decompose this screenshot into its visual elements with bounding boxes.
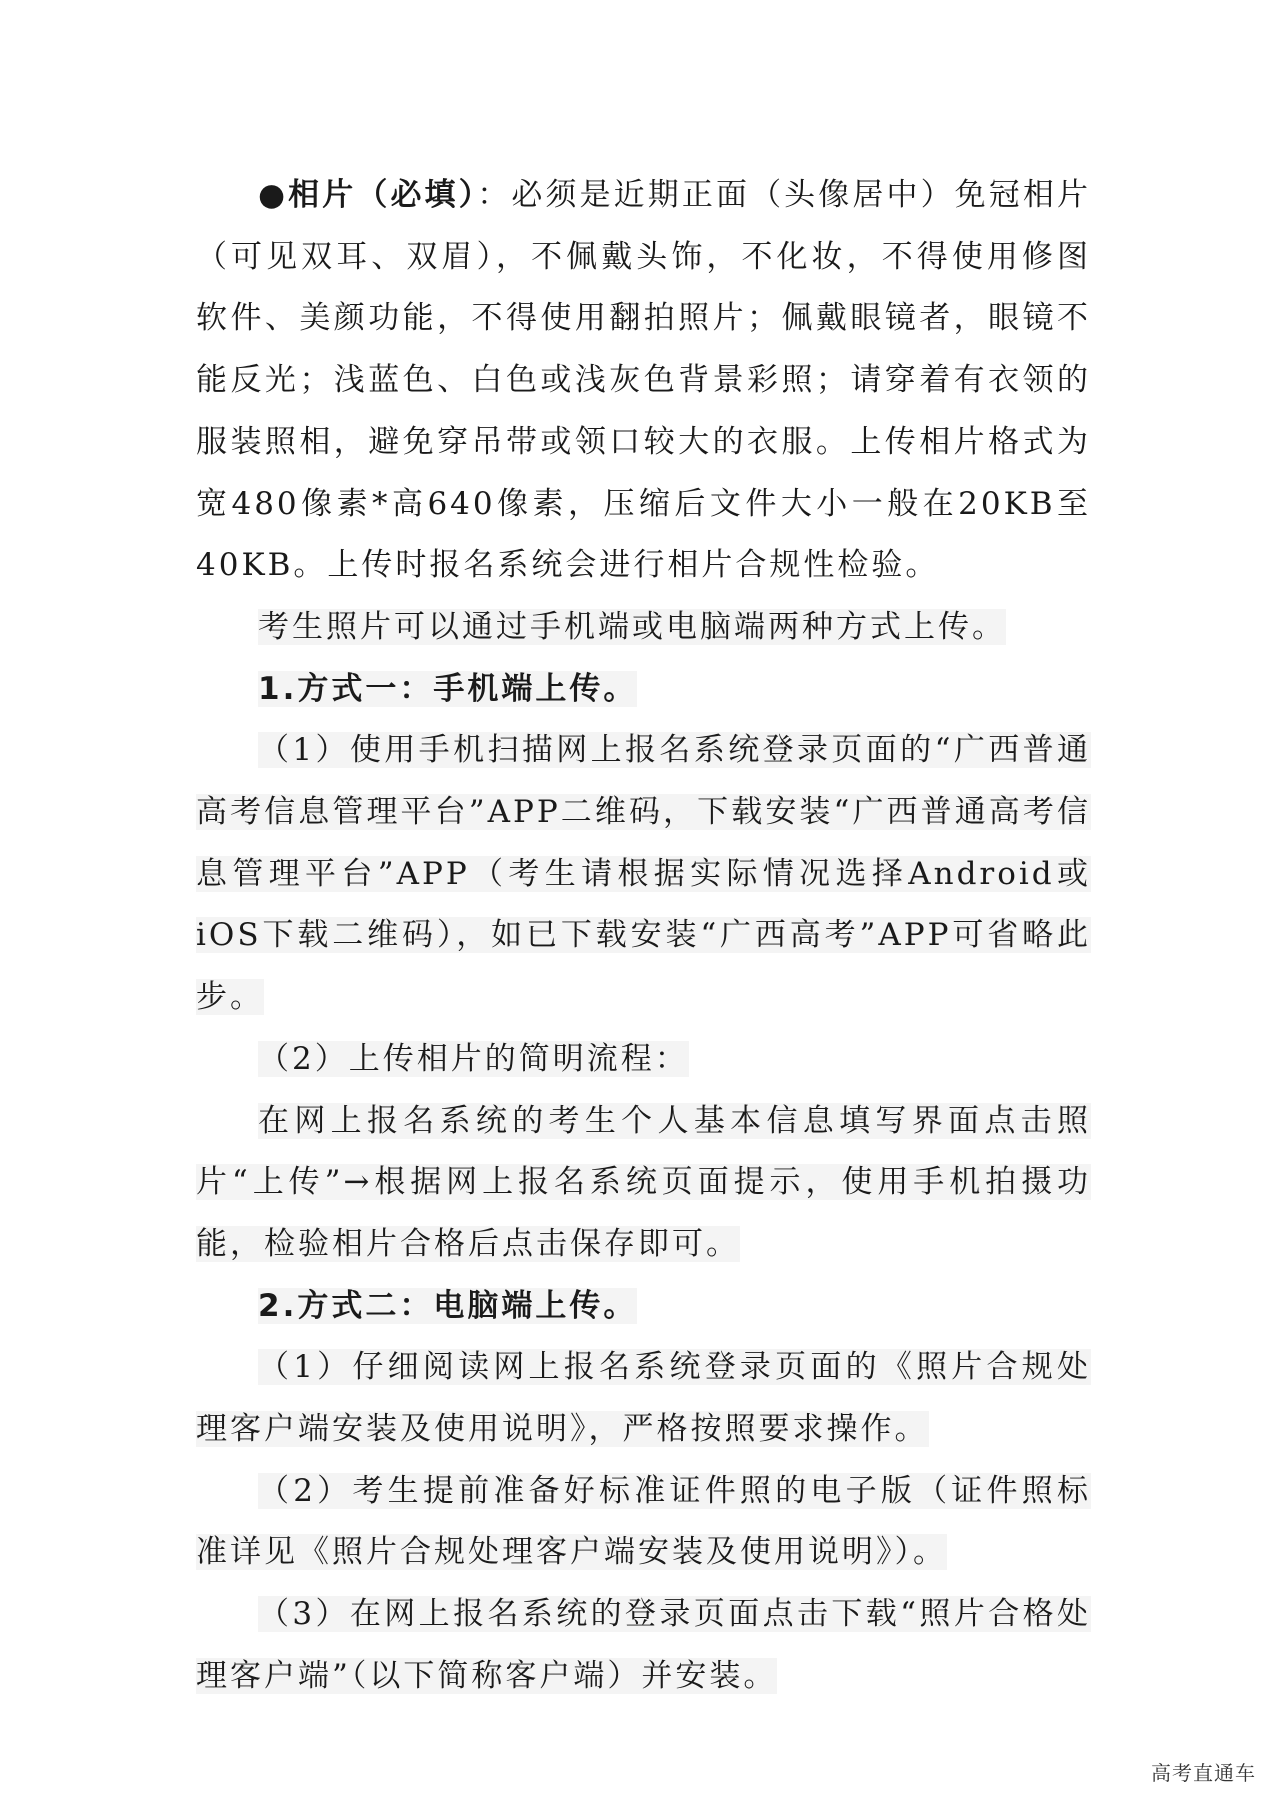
method1-step2-text: （2）上传相片的简明流程： — [258, 1040, 689, 1077]
method1-step1-paragraph — [196, 720, 1091, 1029]
photo-bullet: ● — [258, 177, 289, 213]
method2-step1-paragraph — [196, 1337, 1091, 1460]
photo-label: 相片（必填） — [288, 177, 478, 213]
upload-intro-text: 考生照片可以通过手机端或电脑端两种方式上传。 — [258, 608, 1006, 645]
method2-step3-paragraph — [196, 1584, 1091, 1707]
watermark-text: 高考直通车 — [1151, 1761, 1256, 1785]
method1-step2-detail-paragraph — [196, 1091, 1091, 1276]
upload-intro-paragraph — [196, 597, 1091, 659]
photo-requirements-paragraph — [196, 165, 1091, 597]
method1-heading — [196, 659, 1091, 721]
method2-step2-paragraph — [196, 1461, 1091, 1584]
method2-step2-text: （2）考生提前准备好标准证件照的电子版（证件照标准详见《照片合规处理客户端安装及使用说明》）。 — [196, 1472, 1091, 1571]
method2-heading — [196, 1276, 1091, 1338]
method2-heading-text: 2.方式二：电脑端上传。 — [258, 1287, 638, 1324]
document-body — [196, 165, 1091, 1708]
method1-step1-text: （1）使用手机扫描网上报名系统登录页面的“广西普通高考信息管理平台”APP二维码，下载安装“广西普通高考信息管理平台”APP（考生请根据实际情况选择Android或iOS下载二维码），如已下载安装“广西高考”APP可省略此步。 — [196, 732, 1091, 1016]
photo-requirements-text: ：必须是近期正面（头像居中）免冠相片（可见双耳、双眉），不佩戴头饰，不化妆，不得使用修图软件、美颜功能，不得使用翻拍照片；佩戴眼镜者，眼镜不能反光；浅蓝色、白色或浅灰色背景彩照；请穿着有衣领的服装照相，避免穿吊带或领口较大的衣服。上传相片格式为宽480像素*高640像素，压缩后文件大小一般在20KB至40KB。上传时报名系统会进行相片合规性检验。 — [196, 177, 1091, 584]
method1-step2-detail-text: 在网上报名系统的考生个人基本信息填写界面点击照片“上传”→根据网上报名系统页面提示，使用手机拍摄功能，检验相片合格后点击保存即可。 — [196, 1102, 1091, 1262]
method1-heading-text: 1.方式一：手机端上传。 — [258, 670, 638, 707]
method2-step3-text: （3）在网上报名系统的登录页面点击下载“照片合格处理客户端”（以下简称客户端）并安装。 — [196, 1596, 1091, 1694]
method2-step1-text: （1）仔细阅读网上报名系统登录页面的《照片合规处理客户端安装及使用说明》，严格按照要求操作。 — [196, 1349, 1091, 1448]
method1-step2-paragraph — [196, 1029, 1091, 1091]
